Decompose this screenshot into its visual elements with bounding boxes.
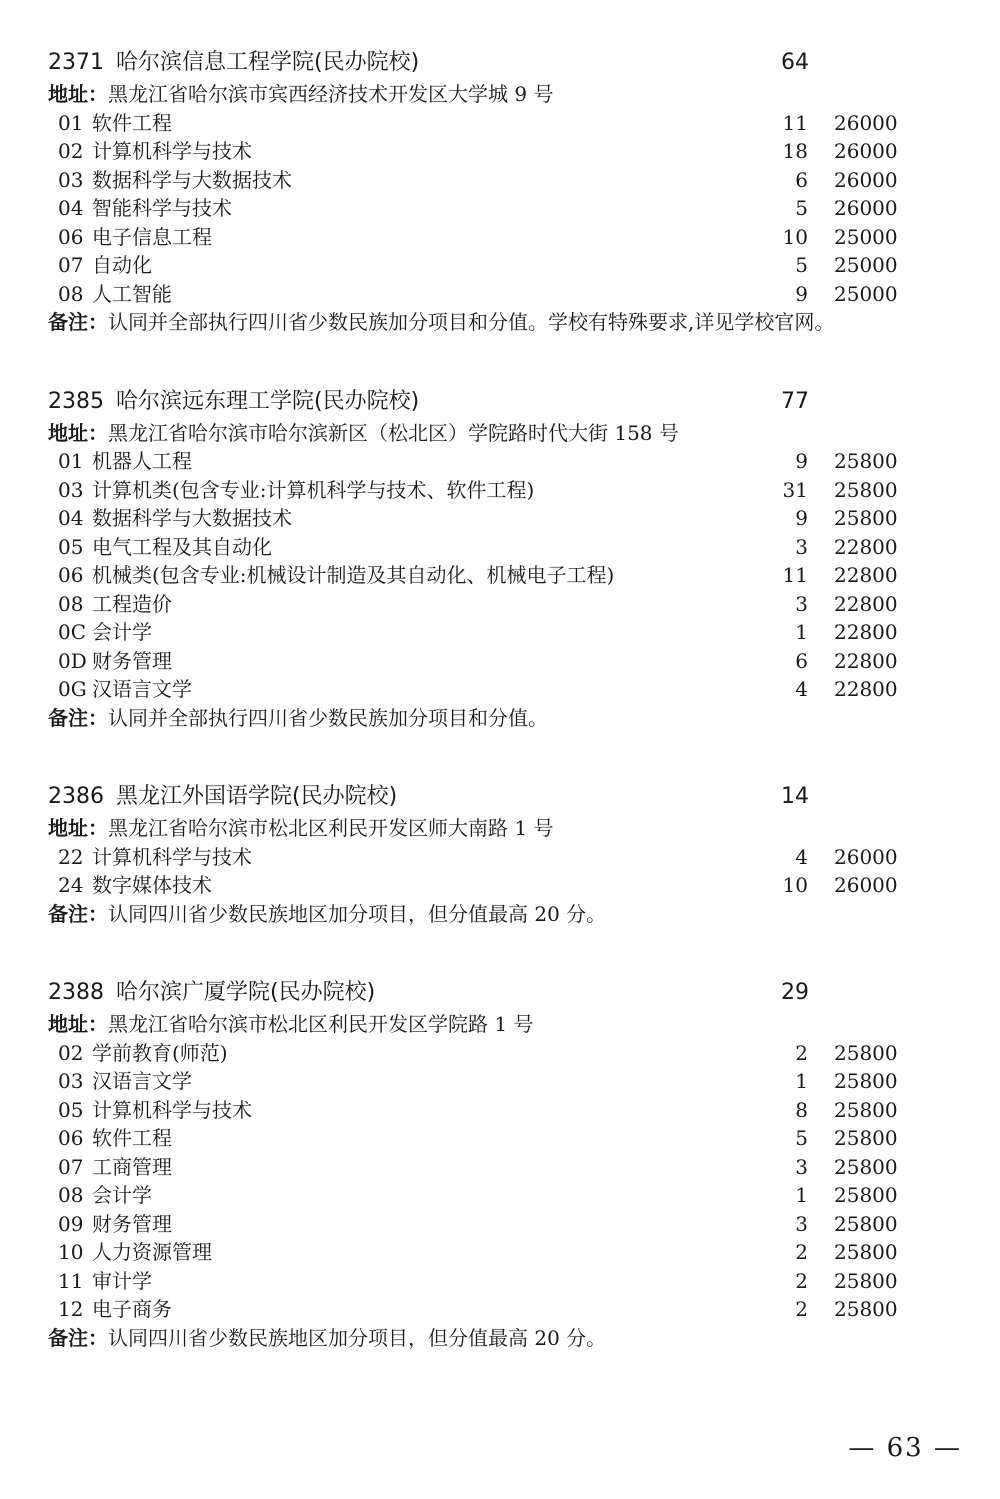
major-code: 08 [58,1183,84,1207]
major-code: 04 [58,196,84,220]
major-name: 汉语言文学 [92,677,192,701]
major-row [48,533,948,562]
school-block [48,780,948,928]
major-fee: 25000 [834,224,898,249]
address-text: 黑龙江省哈尔滨市哈尔滨新区（松北区）学院路时代大街 158 号 [108,420,679,445]
major-code: 10 [58,1240,84,1264]
major-fee: 25800 [834,449,898,473]
major-count: 11 [782,110,808,135]
major-count: 10 [782,873,808,897]
major-code: 12 [58,1297,84,1321]
major-count: 2 [795,1040,808,1065]
major-name: 自动化 [92,253,152,277]
major-name: 数据科学与大数据技术 [92,506,292,530]
major-count: 9 [795,281,808,306]
school-name: 黑龙江外国语学院(民办院校) [116,784,398,809]
major-row [48,1067,948,1096]
major-fee: 25800 [834,1040,898,1065]
major-fee: 25800 [834,1268,898,1293]
major-fee: 22800 [834,648,898,673]
major-code: 05 [58,1097,84,1122]
major-name: 软件工程 [92,1126,172,1150]
major-code: 0G [58,677,87,701]
school-total-plan: 77 [781,388,809,414]
major-row [48,1039,948,1068]
note-label: 备注： [48,705,108,730]
major-row [48,675,948,704]
major-row [48,647,948,676]
major-row [48,1210,948,1239]
major-code: 06 [58,224,84,249]
school-name: 哈尔滨信息工程学院(民办院校) [116,50,420,75]
major-name: 数字媒体技术 [92,873,212,897]
major-count: 3 [795,1211,808,1236]
major-row [48,504,948,533]
major-fee: 22800 [834,677,898,701]
address-label: 地址： [48,420,108,445]
major-count: 6 [795,167,808,192]
school-code: 2371 [48,50,104,75]
major-count: 2 [795,1297,808,1321]
major-name: 会计学 [92,1183,152,1207]
major-count: 31 [782,477,808,502]
major-name: 财务管理 [92,1211,172,1236]
major-name: 审计学 [92,1268,152,1293]
major-fee: 26000 [834,167,898,192]
major-count: 6 [795,648,808,673]
major-code: 08 [58,281,84,306]
major-count: 9 [795,506,808,530]
major-name: 数据科学与大数据技术 [92,167,292,192]
major-name: 软件工程 [92,110,172,135]
major-row [48,194,948,223]
major-count: 8 [795,1097,808,1122]
major-fee: 25800 [834,1126,898,1150]
major-row [48,1181,948,1210]
school-block [48,976,948,1352]
major-code: 07 [58,1154,84,1179]
school-header [48,976,948,1010]
major-count: 3 [795,591,808,616]
major-name: 机器人工程 [92,449,192,473]
major-name: 计算机科学与技术 [92,1097,252,1122]
major-code: 11 [58,1268,84,1293]
major-row [48,223,948,252]
school-address [48,1010,948,1039]
major-row [48,843,948,872]
major-code: 05 [58,534,84,559]
major-fee: 25800 [834,1211,898,1236]
major-code: 03 [58,1069,84,1093]
school-name: 哈尔滨远东理工学院(民办院校) [116,388,420,414]
note-label: 备注： [48,901,108,926]
major-code: 02 [58,139,84,163]
school-address [48,80,948,109]
major-count: 4 [795,844,808,869]
major-count: 5 [795,196,808,220]
major-name: 计算机类(包含专业:计算机科学与技术、软件工程) [92,477,535,502]
major-name: 财务管理 [92,648,172,673]
major-fee: 25800 [834,1097,898,1122]
major-count: 11 [782,563,808,587]
major-fee: 25800 [834,477,898,502]
school-total-plan: 14 [781,784,809,809]
school-address [48,814,948,843]
major-row [48,1124,948,1153]
major-count: 9 [795,449,808,473]
major-count: 3 [795,534,808,559]
major-row [48,1238,948,1267]
major-row [48,166,948,195]
major-fee: 22800 [834,591,898,616]
major-fee: 25800 [834,1069,898,1093]
major-row [48,476,948,505]
major-row [48,618,948,647]
major-name: 电子商务 [92,1297,172,1321]
major-row [48,561,948,590]
major-row [48,137,948,166]
school-note [48,900,948,929]
school-note [48,308,948,337]
major-row [48,280,948,309]
major-code: 01 [58,110,84,135]
major-fee: 22800 [834,620,898,644]
school-note [48,1324,948,1353]
major-fee: 26000 [834,139,898,163]
major-fee: 26000 [834,873,898,897]
school-total-plan: 29 [781,980,809,1005]
major-name: 学前教育(师范) [92,1040,228,1065]
major-fee: 25800 [834,1240,898,1264]
major-count: 1 [795,1069,808,1093]
major-name: 人工智能 [92,281,172,306]
school-code: 2388 [48,980,104,1005]
school-code: 2386 [48,784,104,809]
school-name: 哈尔滨广厦学院(民办院校) [116,980,376,1005]
address-text: 黑龙江省哈尔滨市宾西经济技术开发区大学城 9 号 [108,82,554,106]
school-header [48,385,948,419]
note-text: 认同并全部执行四川省少数民族加分项目和分值。学校有特殊要求,详见学校官网。 [108,310,835,334]
major-row [48,447,948,476]
address-text: 黑龙江省哈尔滨市松北区利民开发区学院路 1 号 [108,1012,534,1036]
major-row [48,871,948,900]
address-label: 地址： [48,1012,108,1036]
address-label: 地址： [48,82,108,106]
major-code: 06 [58,1126,84,1150]
major-count: 5 [795,253,808,277]
major-count: 4 [795,677,808,701]
major-count: 3 [795,1154,808,1179]
major-code: 09 [58,1211,84,1236]
major-name: 计算机科学与技术 [92,139,252,163]
major-code: 0D [58,648,87,673]
major-code: 04 [58,506,84,530]
major-name: 智能科学与技术 [92,196,232,220]
major-code: 01 [58,449,84,473]
major-name: 人力资源管理 [92,1240,212,1264]
major-row [48,590,948,619]
major-count: 10 [782,224,808,249]
note-label: 备注： [48,1325,108,1350]
major-code: 24 [58,873,84,897]
school-block [48,385,948,733]
major-code: 07 [58,253,84,277]
major-name: 电气工程及其自动化 [92,534,272,559]
major-code: 08 [58,591,84,616]
major-fee: 26000 [834,110,898,135]
major-fee: 25800 [834,1183,898,1207]
page-number: — 63 — [848,1433,962,1463]
note-text: 认同四川省少数民族地区加分项目，但分值最高 20 分。 [108,1325,607,1350]
major-count: 5 [795,1126,808,1150]
major-name: 电子信息工程 [92,224,212,249]
school-code: 2385 [48,388,104,414]
major-code: 03 [58,477,84,502]
major-row [48,1096,948,1125]
school-address [48,419,948,448]
address-label: 地址： [48,816,108,840]
major-fee: 25800 [834,1297,898,1321]
school-block [48,46,948,337]
note-text: 认同四川省少数民族地区加分项目，但分值最高 20 分。 [108,901,607,926]
major-fee: 25000 [834,253,898,277]
major-row [48,251,948,280]
major-fee: 25800 [834,506,898,530]
major-fee: 22800 [834,563,898,587]
major-code: 03 [58,167,84,192]
school-header [48,780,948,814]
note-text: 认同并全部执行四川省少数民族加分项目和分值。 [108,705,548,730]
major-fee: 25000 [834,281,898,306]
major-fee: 26000 [834,844,898,869]
major-row [48,109,948,138]
major-name: 会计学 [92,620,152,644]
major-count: 18 [782,139,808,163]
major-name: 计算机科学与技术 [92,844,252,869]
major-count: 2 [795,1268,808,1293]
school-total-plan: 64 [781,50,809,75]
major-count: 1 [795,620,808,644]
address-text: 黑龙江省哈尔滨市松北区利民开发区师大南路 1 号 [108,816,554,840]
major-fee: 26000 [834,196,898,220]
note-label: 备注： [48,310,108,334]
major-row [48,1153,948,1182]
major-row [48,1267,948,1296]
major-code: 0C [58,620,87,644]
major-code: 22 [58,844,84,869]
major-name: 汉语言文学 [92,1069,192,1093]
major-count: 2 [795,1240,808,1264]
major-name: 机械类(包含专业:机械设计制造及其自动化、机械电子工程) [92,563,615,587]
major-fee: 25800 [834,1154,898,1179]
major-count: 1 [795,1183,808,1207]
school-note [48,704,948,733]
major-row [48,1295,948,1324]
school-listing [48,46,948,1400]
major-code: 02 [58,1040,84,1065]
major-fee: 22800 [834,534,898,559]
major-name: 工程造价 [92,591,172,616]
major-name: 工商管理 [92,1154,172,1179]
major-code: 06 [58,563,84,587]
school-header [48,46,948,80]
